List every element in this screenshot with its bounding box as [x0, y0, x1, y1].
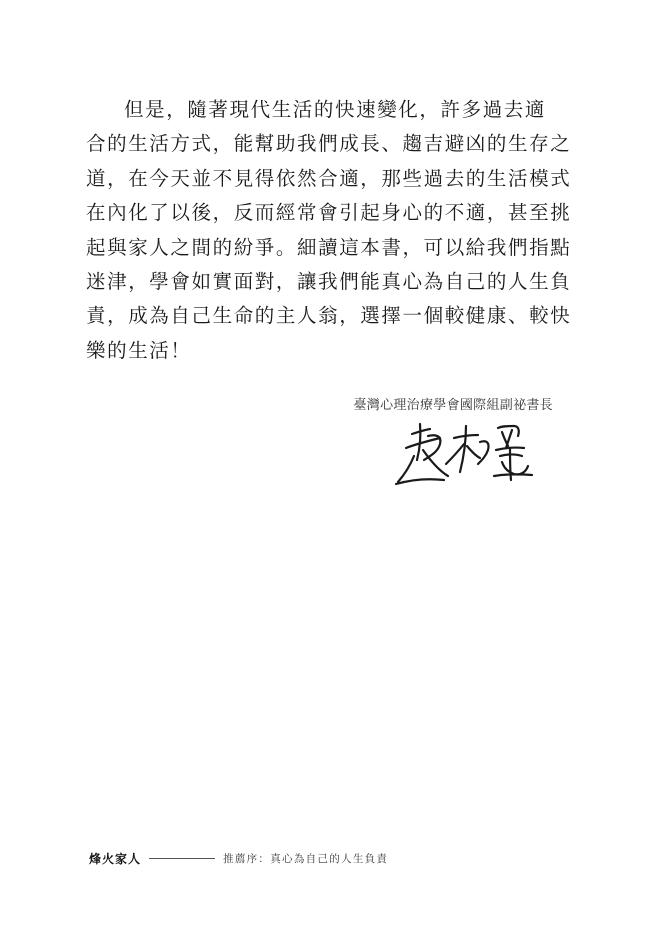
- text-line-1: 但是，隨著現代生活的快速變化，許多過去適: [124, 98, 547, 121]
- page-footer: [89, 849, 388, 867]
- handwritten-signature: [390, 420, 540, 495]
- text-line-4: 在內化了以後，反而經常會引起身心的不適，甚至挑: [86, 201, 572, 225]
- paragraph: [86, 93, 572, 368]
- text-line-6: 迷津，學會如實面對，讓我們能真心為自己的人生負: [86, 270, 572, 294]
- footer-divider: [149, 858, 215, 859]
- text-line-3: 道，在今天並不見得依然合適，那些過去的生活模式: [86, 166, 572, 190]
- body-paragraph: [86, 93, 572, 368]
- signer-title: 臺灣心理治療學會國際組副祕書長: [353, 398, 553, 413]
- text-line-2: 合的生活方式，能幫助我們成長、趨吉避凶的生存之: [86, 132, 572, 156]
- text-line-7: 責，成為自己生命的主人翁，選擇一個較健康、較快: [86, 304, 572, 328]
- signature-block: [300, 396, 553, 416]
- text-line-8: 樂的生活！: [86, 338, 192, 362]
- footer-book-title: 烽火家人: [89, 851, 142, 866]
- text-line-5: 起與家人之間的紛爭。細讀這本書，可以給我們指點: [86, 235, 572, 259]
- signature-icon: [390, 420, 540, 495]
- footer-chapter-title: 推薦序：真心為自己的人生負責: [223, 852, 389, 865]
